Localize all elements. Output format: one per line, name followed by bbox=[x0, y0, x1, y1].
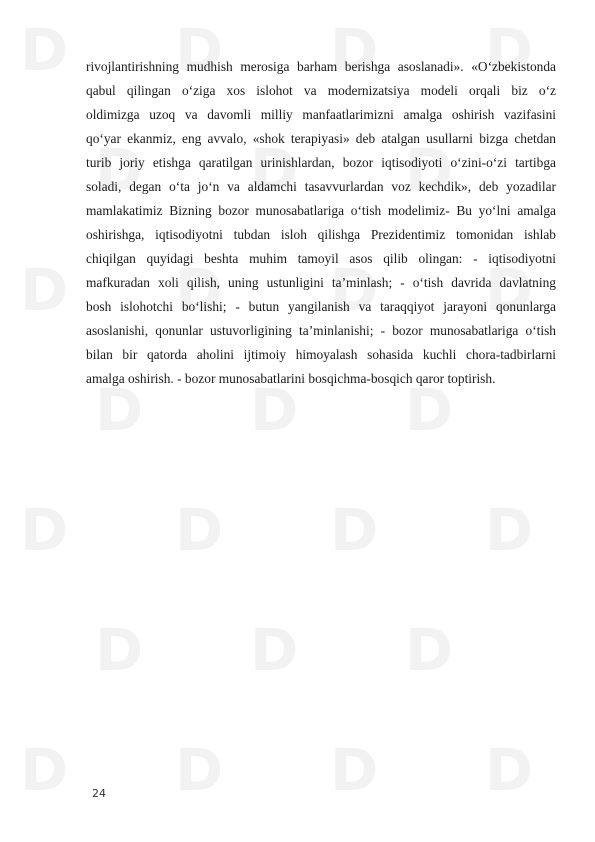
text-line: chiqilgan quyidagi beshta muhim tamoyil asos qilib olingan: - iqtisodiyotni bbox=[86, 251, 556, 266]
svg-text:D: D bbox=[20, 256, 69, 324]
text-line: oldimizga uzoq va davomli milliy manfaatlarimizni amalga oshirish vazifasini bbox=[86, 107, 556, 122]
svg-text:D: D bbox=[20, 496, 69, 564]
svg-text:D: D bbox=[175, 736, 224, 804]
text-line: qabul qilingan o‘ziga xos islohot va modernizatsiya modeli orqali biz o‘z bbox=[86, 83, 556, 98]
text-line: soladi, degan o‘ta jo‘n va aldamchi tasavvurlardan voz kechdik», deb yozadilar bbox=[86, 179, 556, 194]
svg-text:D: D bbox=[175, 16, 224, 84]
text-line: mamlakatimiz Bizning bozor munosabatlariga o‘tish modelimiz- Bu yo‘lni amalga bbox=[86, 203, 556, 218]
svg-text:D: D bbox=[330, 256, 379, 324]
svg-text:D: D bbox=[485, 256, 534, 324]
svg-text:D: D bbox=[485, 16, 534, 84]
svg-text:D: D bbox=[20, 16, 69, 84]
svg-text:D: D bbox=[330, 496, 379, 564]
svg-text:D: D bbox=[250, 136, 299, 204]
text-line: asoslanishi, qonunlar ustuvorligining ta’minlanishi; - bozor munosabatlariga o‘tish bbox=[86, 323, 556, 338]
svg-text:D: D bbox=[250, 616, 299, 684]
svg-text:D: D bbox=[95, 136, 144, 204]
page-number: 24 bbox=[92, 787, 106, 800]
text-line: oshirishga, iqtisodiyotni tubdan isloh qilishga Prezidentimiz tomonidan ishlab bbox=[86, 227, 556, 242]
svg-text:D: D bbox=[175, 256, 224, 324]
svg-text:D: D bbox=[330, 736, 379, 804]
body-text bbox=[86, 55, 556, 391]
svg-text:D: D bbox=[405, 136, 454, 204]
text-line: qo‘yar ekanmiz, eng avvalo, «shok terapiyasi» deb atalgan usullarni bizga chetdan bbox=[86, 131, 556, 146]
text-line: mafkuradan xoli qilish, uning ustunligini ta’minlash; - o‘tish davrida davlatning bbox=[86, 275, 556, 290]
svg-text:D: D bbox=[485, 496, 534, 564]
svg-text:D: D bbox=[485, 736, 534, 804]
svg-text:D: D bbox=[175, 496, 224, 564]
svg-text:D: D bbox=[250, 376, 299, 444]
text-line: bilan bir qatorda aholini ijtimoiy himoyalash sohasida kuchli chora-tadbirlarni bbox=[86, 347, 556, 362]
svg-text:D: D bbox=[405, 376, 454, 444]
text-line: bosh islohotchi bo‘lishi; - butun yangilanish va taraqqiyot jarayoni qonunlarga bbox=[86, 299, 556, 314]
text-line: amalga oshirish. - bozor munosabatlarini bosqichma-bosqich qaror toptirish. bbox=[86, 371, 496, 386]
svg-text:D: D bbox=[20, 736, 69, 804]
svg-text:D: D bbox=[95, 616, 144, 684]
text-line: rivojlantirishning mudhish merosiga barham berishga asoslanadi». «O‘zbekistonda bbox=[86, 59, 556, 74]
svg-text:D: D bbox=[95, 376, 144, 444]
svg-text:D: D bbox=[330, 16, 379, 84]
svg-text:D: D bbox=[405, 616, 454, 684]
text-line: turib joriy etishga qaratilgan urinishlardan, bozor iqtisodiyoti o‘zini-o‘zi tartibga bbox=[86, 155, 556, 170]
